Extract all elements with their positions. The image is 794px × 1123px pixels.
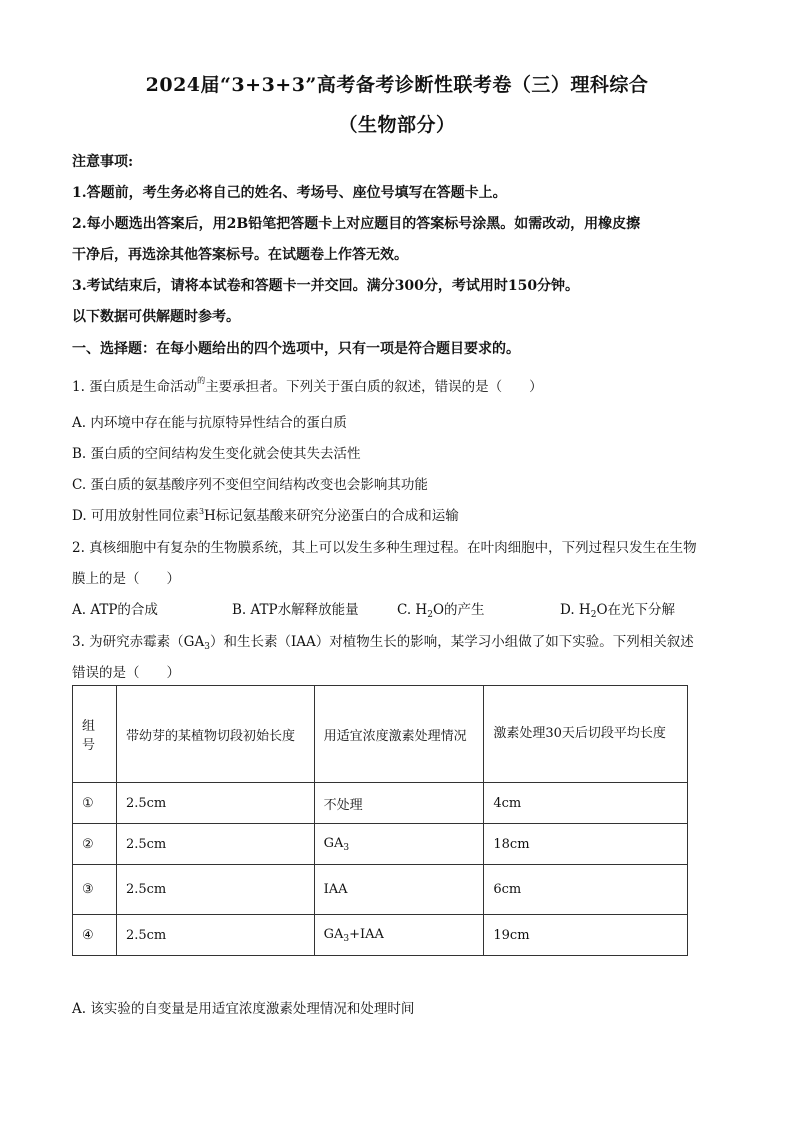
exam-subtitle: （生物部分） bbox=[338, 114, 456, 136]
cell-final-length: 19cm bbox=[484, 915, 688, 956]
header-treatment: 用适宜浓度激素处理情况 bbox=[314, 686, 484, 783]
note-item-2: 2.每小题选出答案后，用2B铅笔把答题卡上对应题目的答案标号涂黑。如需改动，用橡皮擦 bbox=[72, 216, 641, 232]
header-initial-length: 带幼芽的某植物切段初始长度 bbox=[116, 686, 314, 783]
experiment-table bbox=[72, 685, 688, 956]
question-3-stem-line1: 3. 为研究赤霉素$(GA_3)$和生长素（IAA）对植物生长的影响，某学习小组做了如下实验。下列相关叙述 bbox=[72, 634, 694, 652]
question-1-option-b: B. 蛋白质的空间结构发生变化就会使其失去活性 bbox=[72, 446, 361, 462]
cell-treatment: 不处理 bbox=[314, 783, 484, 824]
question-3-stem-line2: 错误的是（ ） bbox=[72, 665, 180, 681]
exam-title: 2024届“3+3+3”高考备考诊断性联考卷（三）理科综合 bbox=[145, 74, 649, 96]
question-1-option-c: C. 蛋白质的氨基酸序列不变但空间结构改变也会影响其功能 bbox=[72, 477, 428, 493]
table-row bbox=[73, 915, 688, 956]
table-row bbox=[73, 865, 688, 915]
note-item-3: 3.考试结束后，请将本试卷和答题卡一并交回。满分300分，考试用时150分钟。 bbox=[72, 278, 580, 294]
question-2-option-c: C. $H_2O$的产生 bbox=[397, 602, 485, 620]
section-heading: 一、选择题：在每小题给出的四个选项中，只有一项是符合题目要求的。 bbox=[72, 341, 520, 357]
note-item-1: 1.答题前，考生务必将自己的姓名、考场号、座位号填写在答题卡上。 bbox=[72, 185, 507, 201]
cell-initial-length: 2.5cm bbox=[116, 783, 314, 824]
table-row bbox=[73, 824, 688, 865]
cell-group-id: ① bbox=[73, 783, 117, 824]
question-1-option-d: D. 可用放射性同位素$^3$H标记氨基酸来研究分泌蛋白的合成和运输 bbox=[72, 507, 459, 524]
reference-note: 以下数据可供解题时参考。 bbox=[72, 309, 240, 325]
question-2-stem-line2: 膜上的是（ ） bbox=[72, 571, 180, 587]
cell-initial-length: 2.5cm bbox=[116, 865, 314, 915]
cell-final-length: 6cm bbox=[484, 865, 688, 915]
cell-initial-length: 2.5cm bbox=[116, 915, 314, 956]
cell-final-length: 4cm bbox=[484, 783, 688, 824]
cell-final-length: 18cm bbox=[484, 824, 688, 865]
cell-initial-length: 2.5cm bbox=[116, 824, 314, 865]
question-2-option-a: A. ATP的合成 bbox=[72, 602, 158, 618]
question-2-stem-line1: 2. 真核细胞中有复杂的生物膜系统，其上可以发生多种生理过程。在叶肉细胞中，下列过程只发生在生物 bbox=[72, 540, 697, 556]
cell-group-id: ③ bbox=[73, 865, 117, 915]
table-header-row bbox=[73, 686, 688, 783]
cell-group-id: ④ bbox=[73, 915, 117, 956]
question-1-stem: 1. 蛋白质是生命活动$^的$主要承担者。下列关于蛋白质的叙述，错误的是（ ） bbox=[72, 376, 543, 395]
cell-group-id: ② bbox=[73, 824, 117, 865]
header-final-length: 激素处理30天后切段平均长度 bbox=[484, 686, 688, 783]
cell-treatment: $GA_3+IAA$ bbox=[314, 915, 484, 956]
cell-treatment: $GA_3$ bbox=[314, 824, 484, 865]
question-3-option-a: A. 该实验的自变量是用适宜浓度激素处理情况和处理时间 bbox=[72, 1001, 415, 1017]
note-item-2-cont: 干净后，再选涂其他答案标号。在试题卷上作答无效。 bbox=[72, 247, 408, 263]
question-2-option-d: D. $H_2O$在光下分解 bbox=[560, 602, 676, 620]
table-row bbox=[73, 783, 688, 824]
question-1-option-a: A. 内环境中存在能与抗原特异性结合的蛋白质 bbox=[72, 415, 347, 431]
cell-treatment: IAA bbox=[314, 865, 484, 915]
header-group-id: 组号 bbox=[73, 686, 117, 783]
question-2-option-b: B. ATP水解释放能量 bbox=[232, 602, 359, 618]
notes-heading: 注意事项: bbox=[72, 154, 134, 170]
